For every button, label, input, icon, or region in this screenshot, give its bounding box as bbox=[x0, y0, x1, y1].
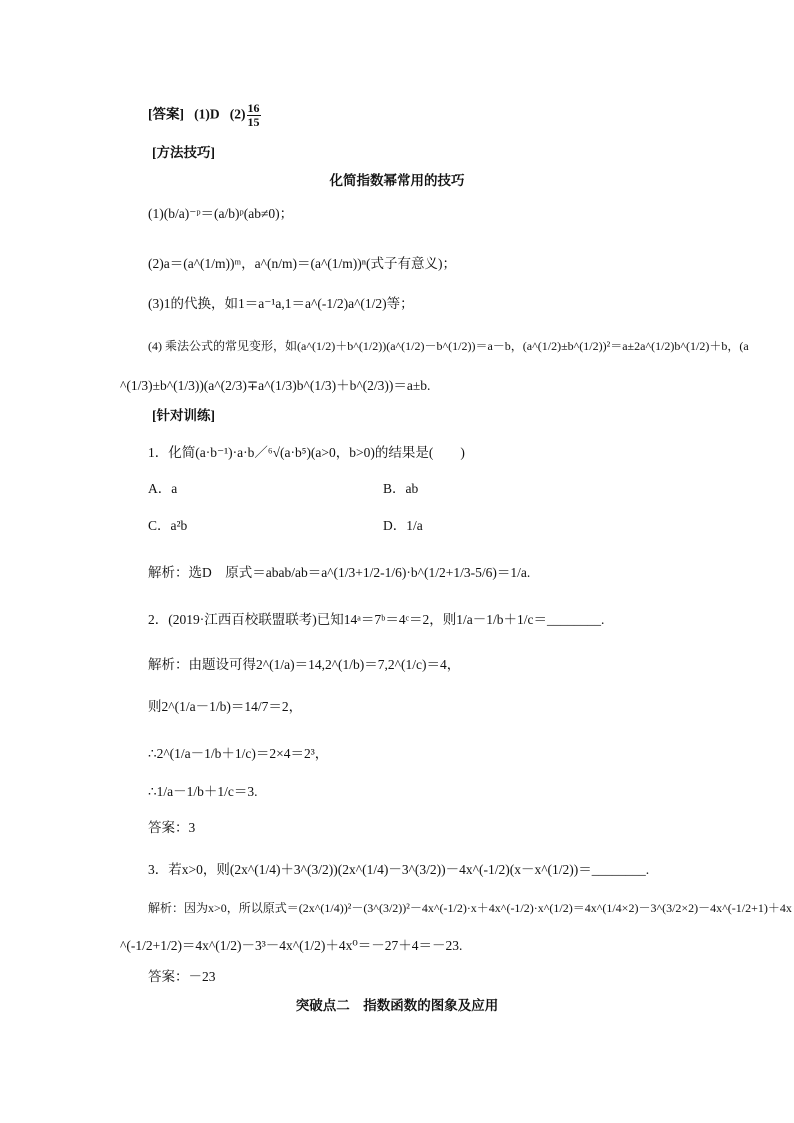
q3-stem: 3．若x>0，则(2x^(1/4)＋3^(3/2))(2x^(1/4)－3^(3/2))－4x^(-1/2)(x－x^(1/2))＝________. bbox=[148, 862, 650, 877]
answer-part1: (1)D bbox=[194, 106, 220, 122]
answer-part2-fraction: $\frac{16}{15}$ bbox=[247, 101, 260, 129]
rule-4-line-1: (4) 乘法公式的常见变形，如(a^(1/2)＋b^(1/2))(a^(1/2)－b^(1/2))＝a－b，(a^(1/2)±b^(1/2))²＝a±2a^(1/2)b^(1/2)＋b，(a bbox=[148, 339, 749, 353]
method-label: [方法技巧] bbox=[152, 145, 215, 160]
rule-3: (3)1的代换，如1＝a⁻¹a,1＝a^(-1/2)a^(1/2)等； bbox=[148, 296, 414, 311]
q3-solution-1: 解析：因为x>0，所以原式＝(2x^(1/4))²－(3^(3/2))²－4x^(-1/2)·x＋4x^(-1/2)·x^(1/2)＝4x^(1/4×2)－3^(3/2×2)－4x^(-1/2+1)＋4x bbox=[148, 901, 792, 915]
answer-label: [答案] bbox=[148, 106, 184, 122]
q2-solution-2: 则2^(1/a－1/b)＝14/7＝2， bbox=[148, 699, 303, 714]
method-title: 化简指数幂常用的技巧 bbox=[329, 173, 465, 188]
answer-part2-prefix: (2) bbox=[229, 106, 246, 122]
q2-stem: 2．(2019·江西百校联盟联考)已知14ᵃ＝7ᵇ＝4ᶜ＝2，则1/a－1/b＋1/c＝________. bbox=[148, 612, 605, 627]
rule-2: (2)a＝(a^(1/m))ᵐ，a^(n/m)＝(a^(1/m))ⁿ(式子有意义)； bbox=[148, 256, 457, 271]
q3-solution-2: ^(-1/2+1/2)＝4x^(1/2)－3³－4x^(1/2)＋4x⁰＝－27＋4＝－23. bbox=[120, 938, 463, 953]
q2-solution-3: ∴2^(1/a－1/b＋1/c)＝2×4＝2³， bbox=[148, 746, 329, 761]
q1-stem: 1．化简(a·b⁻¹)·a·b／⁶√(a·b⁵)(a>0，b>0)的结果是( ) bbox=[148, 445, 465, 460]
q3-answer: 答案：－23 bbox=[148, 969, 216, 984]
q2-solution-1: 解析：由题设可得2^(1/a)＝14,2^(1/b)＝7,2^(1/c)＝4， bbox=[148, 657, 461, 672]
q1-option-b: B．ab bbox=[383, 481, 419, 496]
rule-4-line-2: ^(1/3)±b^(1/3))(a^(2/3)∓a^(1/3)b^(1/3)＋b^(2/3))＝a±b. bbox=[120, 378, 431, 393]
q2-answer: 答案：3 bbox=[148, 820, 196, 835]
q1-solution: 解析：选D 原式＝abab/ab＝a^(1/3+1/2-1/6)·b^(1/2+1/3-5/6)＝1/a. bbox=[148, 565, 531, 580]
q1-option-a: A．a bbox=[148, 481, 178, 496]
practice-label: [针对训练] bbox=[152, 408, 215, 423]
section-heading: 突破点二 指数函数的图象及应用 bbox=[295, 998, 499, 1013]
q2-solution-4: ∴1/a－1/b＋1/c＝3. bbox=[148, 784, 258, 799]
q1-option-d: D．1/a bbox=[383, 518, 423, 533]
rule-1: (1)(b/a)⁻ᵖ＝(a/b)ᵖ(ab≠0)； bbox=[148, 206, 294, 221]
q1-option-c: C．a²b bbox=[148, 518, 188, 533]
answer-line bbox=[148, 102, 262, 129]
